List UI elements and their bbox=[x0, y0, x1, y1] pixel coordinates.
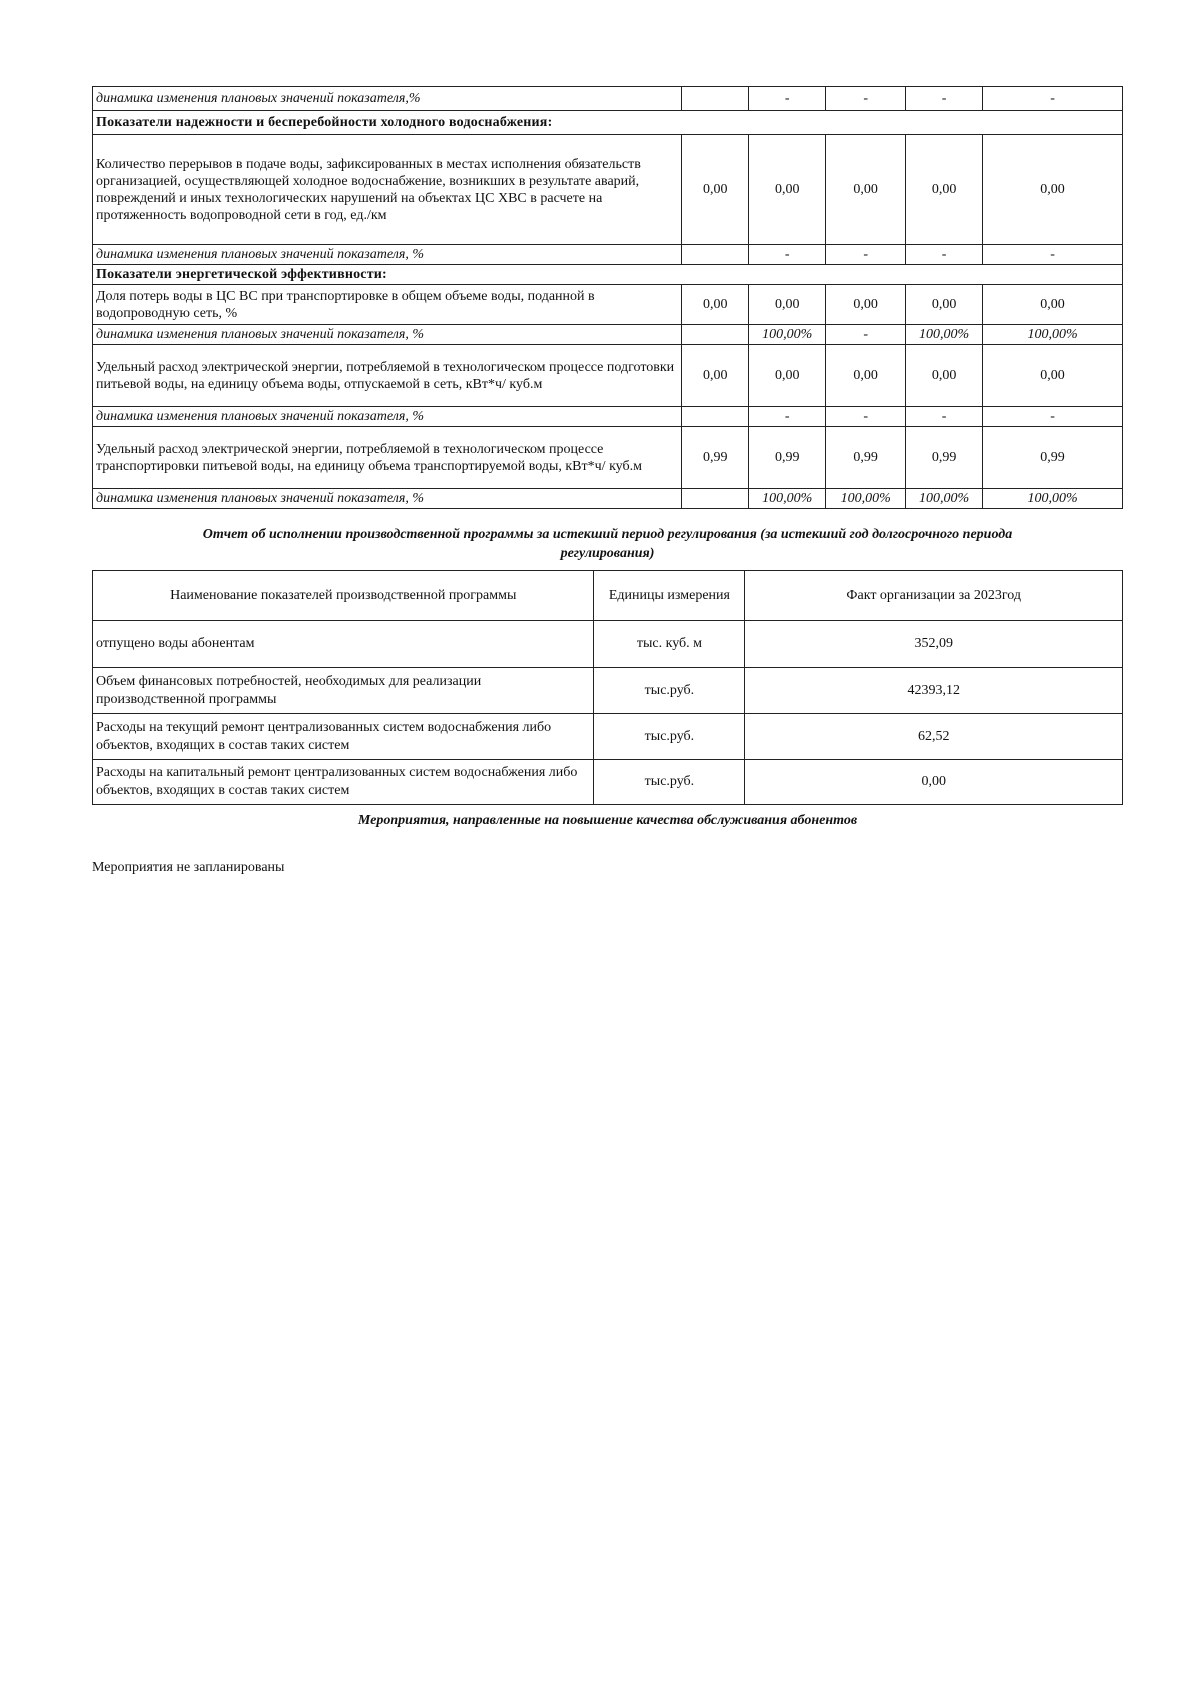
report-title-line-1: Отчет об исполнении производственной программы за истекший период регулирования (за истекший год долгосрочного периода bbox=[202, 527, 1013, 542]
table-row bbox=[93, 427, 1123, 489]
fact-value-cell: 62,52 bbox=[745, 714, 1123, 760]
value-cell: 0,00 bbox=[826, 285, 906, 325]
value-cell: 0,00 bbox=[983, 135, 1123, 245]
value-cell: 0,00 bbox=[682, 285, 749, 325]
dynamics-cell: 100,00% bbox=[749, 325, 826, 345]
table-row bbox=[93, 668, 1123, 714]
value-cell: 0,00 bbox=[749, 285, 826, 325]
value-cell: 0,00 bbox=[906, 345, 983, 407]
fact-value-cell: 42393,12 bbox=[745, 668, 1123, 714]
dynamics-cell: 100,00% bbox=[983, 489, 1123, 509]
reliability-section-header: Показатели надежности и бесперебойности холодного водоснабжения: bbox=[93, 111, 1123, 135]
value-cell: 0,99 bbox=[983, 427, 1123, 489]
report-title-line-2: регулирования) bbox=[560, 546, 655, 561]
dynamics-cell: - bbox=[826, 87, 906, 111]
indicator-label: Доля потерь воды в ЦС ВС при транспортировке в общем объеме воды, поданной в водопроводную сеть, % bbox=[93, 285, 682, 325]
dynamics-cell bbox=[682, 325, 749, 345]
value-cell: 0,00 bbox=[749, 135, 826, 245]
dynamics-label: динамика изменения плановых значений показателя,% bbox=[93, 87, 682, 111]
column-header: Факт организации за 2023год bbox=[745, 571, 1123, 621]
column-header: Единицы измерения bbox=[594, 571, 745, 621]
dynamics-cell: 100,00% bbox=[906, 489, 983, 509]
dynamics-cell: - bbox=[749, 87, 826, 111]
unit-cell: тыс.руб. bbox=[594, 760, 745, 805]
production-program-table bbox=[92, 570, 1123, 805]
dynamics-cell: 100,00% bbox=[906, 325, 983, 345]
report-title bbox=[92, 525, 1123, 563]
dynamics-cell: - bbox=[826, 245, 906, 265]
table-row bbox=[93, 345, 1123, 407]
measures-text: Мероприятия не запланированы bbox=[92, 860, 285, 875]
table-row bbox=[93, 245, 1123, 265]
indicator-label: Количество перерывов в подаче воды, зафиксированных в местах исполнения обязательств организацией, осуществляющей холодное водоснабжение, возникших в результате аварий, повреждений и иных технологических нарушений на объектах ЦС ХВС в расчете на протяженность водопроводной сети в год, ед./км bbox=[93, 135, 682, 245]
dynamics-cell bbox=[682, 245, 749, 265]
section-header-row bbox=[93, 265, 1123, 285]
dynamics-cell: - bbox=[983, 245, 1123, 265]
unit-cell: тыс.руб. bbox=[594, 714, 745, 760]
dynamics-cell: - bbox=[826, 407, 906, 427]
table-row bbox=[93, 135, 1123, 245]
indicator-label: Удельный расход электрической энергии, потребляемой в технологическом процессе транспортировки питьевой воды, на единицу объема транспортируемой воды, кВт*ч/ куб.м bbox=[93, 427, 682, 489]
section-header-row bbox=[93, 111, 1123, 135]
dynamics-cell: 100,00% bbox=[983, 325, 1123, 345]
dynamics-cell: - bbox=[983, 407, 1123, 427]
column-header: Наименование показателей производственной программы bbox=[93, 571, 594, 621]
dynamics-cell: - bbox=[749, 407, 826, 427]
measures-title: Мероприятия, направленные на повышение качества обслуживания абонентов bbox=[357, 813, 858, 828]
value-cell: 0,00 bbox=[749, 345, 826, 407]
table-row bbox=[93, 87, 1123, 111]
dynamics-cell: 100,00% bbox=[749, 489, 826, 509]
value-cell: 0,00 bbox=[826, 345, 906, 407]
value-cell: 0,00 bbox=[682, 135, 749, 245]
dynamics-cell bbox=[682, 407, 749, 427]
value-cell: 0,99 bbox=[749, 427, 826, 489]
table-row bbox=[93, 325, 1123, 345]
dynamics-cell: - bbox=[983, 87, 1123, 111]
table-row bbox=[93, 489, 1123, 509]
dynamics-label: динамика изменения плановых значений показателя, % bbox=[93, 489, 682, 509]
dynamics-cell: - bbox=[826, 325, 906, 345]
value-cell: 0,99 bbox=[906, 427, 983, 489]
dynamics-label: динамика изменения плановых значений показателя, % bbox=[93, 407, 682, 427]
value-cell: 0,99 bbox=[682, 427, 749, 489]
table-row bbox=[93, 621, 1123, 668]
dynamics-cell: - bbox=[906, 407, 983, 427]
dynamics-label: динамика изменения плановых значений показателя, % bbox=[93, 245, 682, 265]
dynamics-label: динамика изменения плановых значений показателя, % bbox=[93, 325, 682, 345]
fact-value-cell: 352,09 bbox=[745, 621, 1123, 668]
value-cell: 0,99 bbox=[826, 427, 906, 489]
program-indicator-name: Объем финансовых потребностей, необходимых для реализации производственной программы bbox=[93, 668, 594, 714]
table-row bbox=[93, 285, 1123, 325]
dynamics-cell bbox=[682, 87, 749, 111]
value-cell: 0,00 bbox=[682, 345, 749, 407]
program-indicator-name: Расходы на капитальный ремонт централизованных систем водоснабжения либо объектов, входящих в состав таких систем bbox=[93, 760, 594, 805]
dynamics-cell: - bbox=[906, 245, 983, 265]
energy-section-header: Показатели энергетической эффективности: bbox=[93, 265, 1123, 285]
program-indicator-name: Расходы на текущий ремонт централизованных систем водоснабжения либо объектов, входящих в состав таких систем bbox=[93, 714, 594, 760]
program-indicator-name: отпущено воды абонентам bbox=[93, 621, 594, 668]
dynamics-cell bbox=[682, 489, 749, 509]
table-row bbox=[93, 760, 1123, 805]
table-header-row bbox=[93, 571, 1123, 621]
dynamics-cell: 100,00% bbox=[826, 489, 906, 509]
value-cell: 0,00 bbox=[826, 135, 906, 245]
dynamics-cell: - bbox=[906, 87, 983, 111]
table-row bbox=[93, 714, 1123, 760]
dynamics-cell: - bbox=[749, 245, 826, 265]
unit-cell: тыс. куб. м bbox=[594, 621, 745, 668]
value-cell: 0,00 bbox=[906, 135, 983, 245]
fact-value-cell: 0,00 bbox=[745, 760, 1123, 805]
value-cell: 0,00 bbox=[983, 345, 1123, 407]
table-row bbox=[93, 407, 1123, 427]
value-cell: 0,00 bbox=[906, 285, 983, 325]
indicators-table bbox=[92, 86, 1123, 509]
unit-cell: тыс.руб. bbox=[594, 668, 745, 714]
indicator-label: Удельный расход электрической энергии, потребляемой в технологическом процессе подготовки питьевой воды, на единицу объема воды, отпускаемой в сеть, кВт*ч/ куб.м bbox=[93, 345, 682, 407]
value-cell: 0,00 bbox=[983, 285, 1123, 325]
